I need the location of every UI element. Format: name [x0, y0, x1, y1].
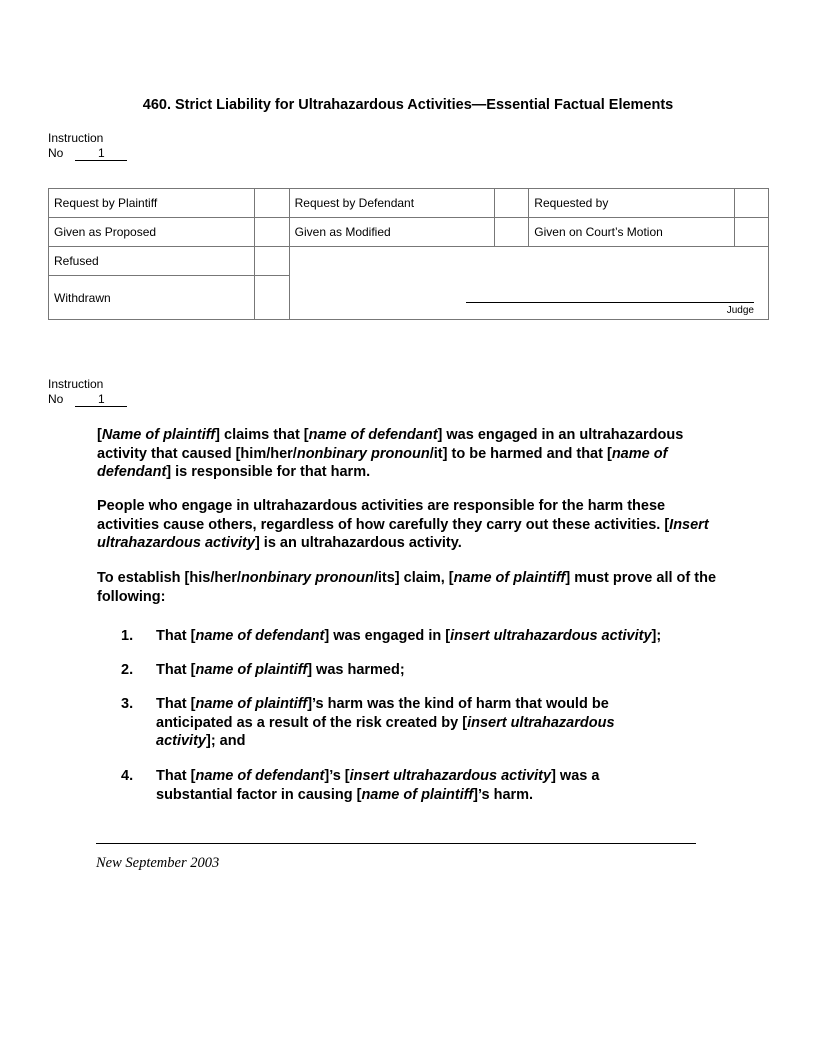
instruction-no-label: No: [48, 392, 64, 406]
withdrawn-label: Withdrawn: [49, 276, 255, 320]
instruction-no-label: No: [48, 146, 64, 160]
paragraph-claim: [Name of plaintiff] claims that [name of defendant] was engaged in an ultrahazardous activity that caused [him/her/nonbinary pronoun/it] to be harmed and that [name of defendant] is responsible for that harm.: [97, 427, 684, 480]
request-by-plaintiff-box[interactable]: [254, 189, 289, 218]
requested-by-label: Requested by: [529, 189, 735, 218]
request-by-plaintiff-label: Request by Plaintiff: [49, 189, 255, 218]
judge-signature-area: [289, 247, 768, 320]
request-table: [48, 188, 769, 320]
given-as-proposed-label: Given as Proposed: [49, 218, 255, 247]
list-item: 3. That [name of plaintiff]’s harm was the kind of harm that would be anticipated as a result of the risk created by [insert ultrahazardous activity]; and: [121, 696, 615, 749]
paragraph-responsibility: People who engage in ultrahazardous activities are responsible for the harm these activities cause others, regardless of how carefully they carry out these activities. [Insert ultrahazardous activity] is an ultrahazardous activity.: [97, 498, 709, 551]
instruction-no-value[interactable]: 1: [75, 147, 127, 161]
list-item: 4. That [name of defendant]’s [insert ultrahazardous activity] was a substantial factor in causing [name of plaintiff]’s harm.: [121, 768, 600, 803]
request-by-defendant-box[interactable]: [495, 189, 529, 218]
refused-box[interactable]: [254, 247, 289, 276]
request-by-defendant-label: Request by Defendant: [289, 189, 495, 218]
instruction-number-bottom: [48, 377, 127, 407]
judge-label: Judge: [726, 305, 754, 316]
given-as-proposed-box[interactable]: [254, 218, 289, 247]
instruction-label: Instruction: [48, 131, 104, 145]
page-title: 460. Strict Liability for Ultrahazardous Activities—Essential Factual Elements: [142, 97, 674, 113]
withdrawn-box[interactable]: [254, 276, 289, 320]
footer-note: New September 2003: [96, 855, 220, 871]
requested-by-box[interactable]: [734, 189, 768, 218]
instruction-label: Instruction: [48, 377, 104, 391]
refused-label: Refused: [49, 247, 255, 276]
instruction-number-top: [48, 131, 127, 161]
list-item: 1. That [name of defendant] was engaged in [insert ultrahazardous activity];: [121, 628, 662, 644]
list-item: 2. That [name of plaintiff] was harmed;: [121, 662, 405, 678]
given-as-modified-box[interactable]: [495, 218, 529, 247]
given-on-courts-motion-label: Given on Court’s Motion: [529, 218, 735, 247]
footer-divider: [96, 843, 696, 844]
instruction-no-value[interactable]: 1: [75, 393, 127, 407]
paragraph-establish: To establish [his/her/nonbinary pronoun/its] claim, [name of plaintiff] must prove all of the following:: [97, 570, 717, 605]
given-as-modified-label: Given as Modified: [289, 218, 495, 247]
given-on-courts-motion-box[interactable]: [734, 218, 768, 247]
judge-signature-line[interactable]: [466, 302, 754, 303]
